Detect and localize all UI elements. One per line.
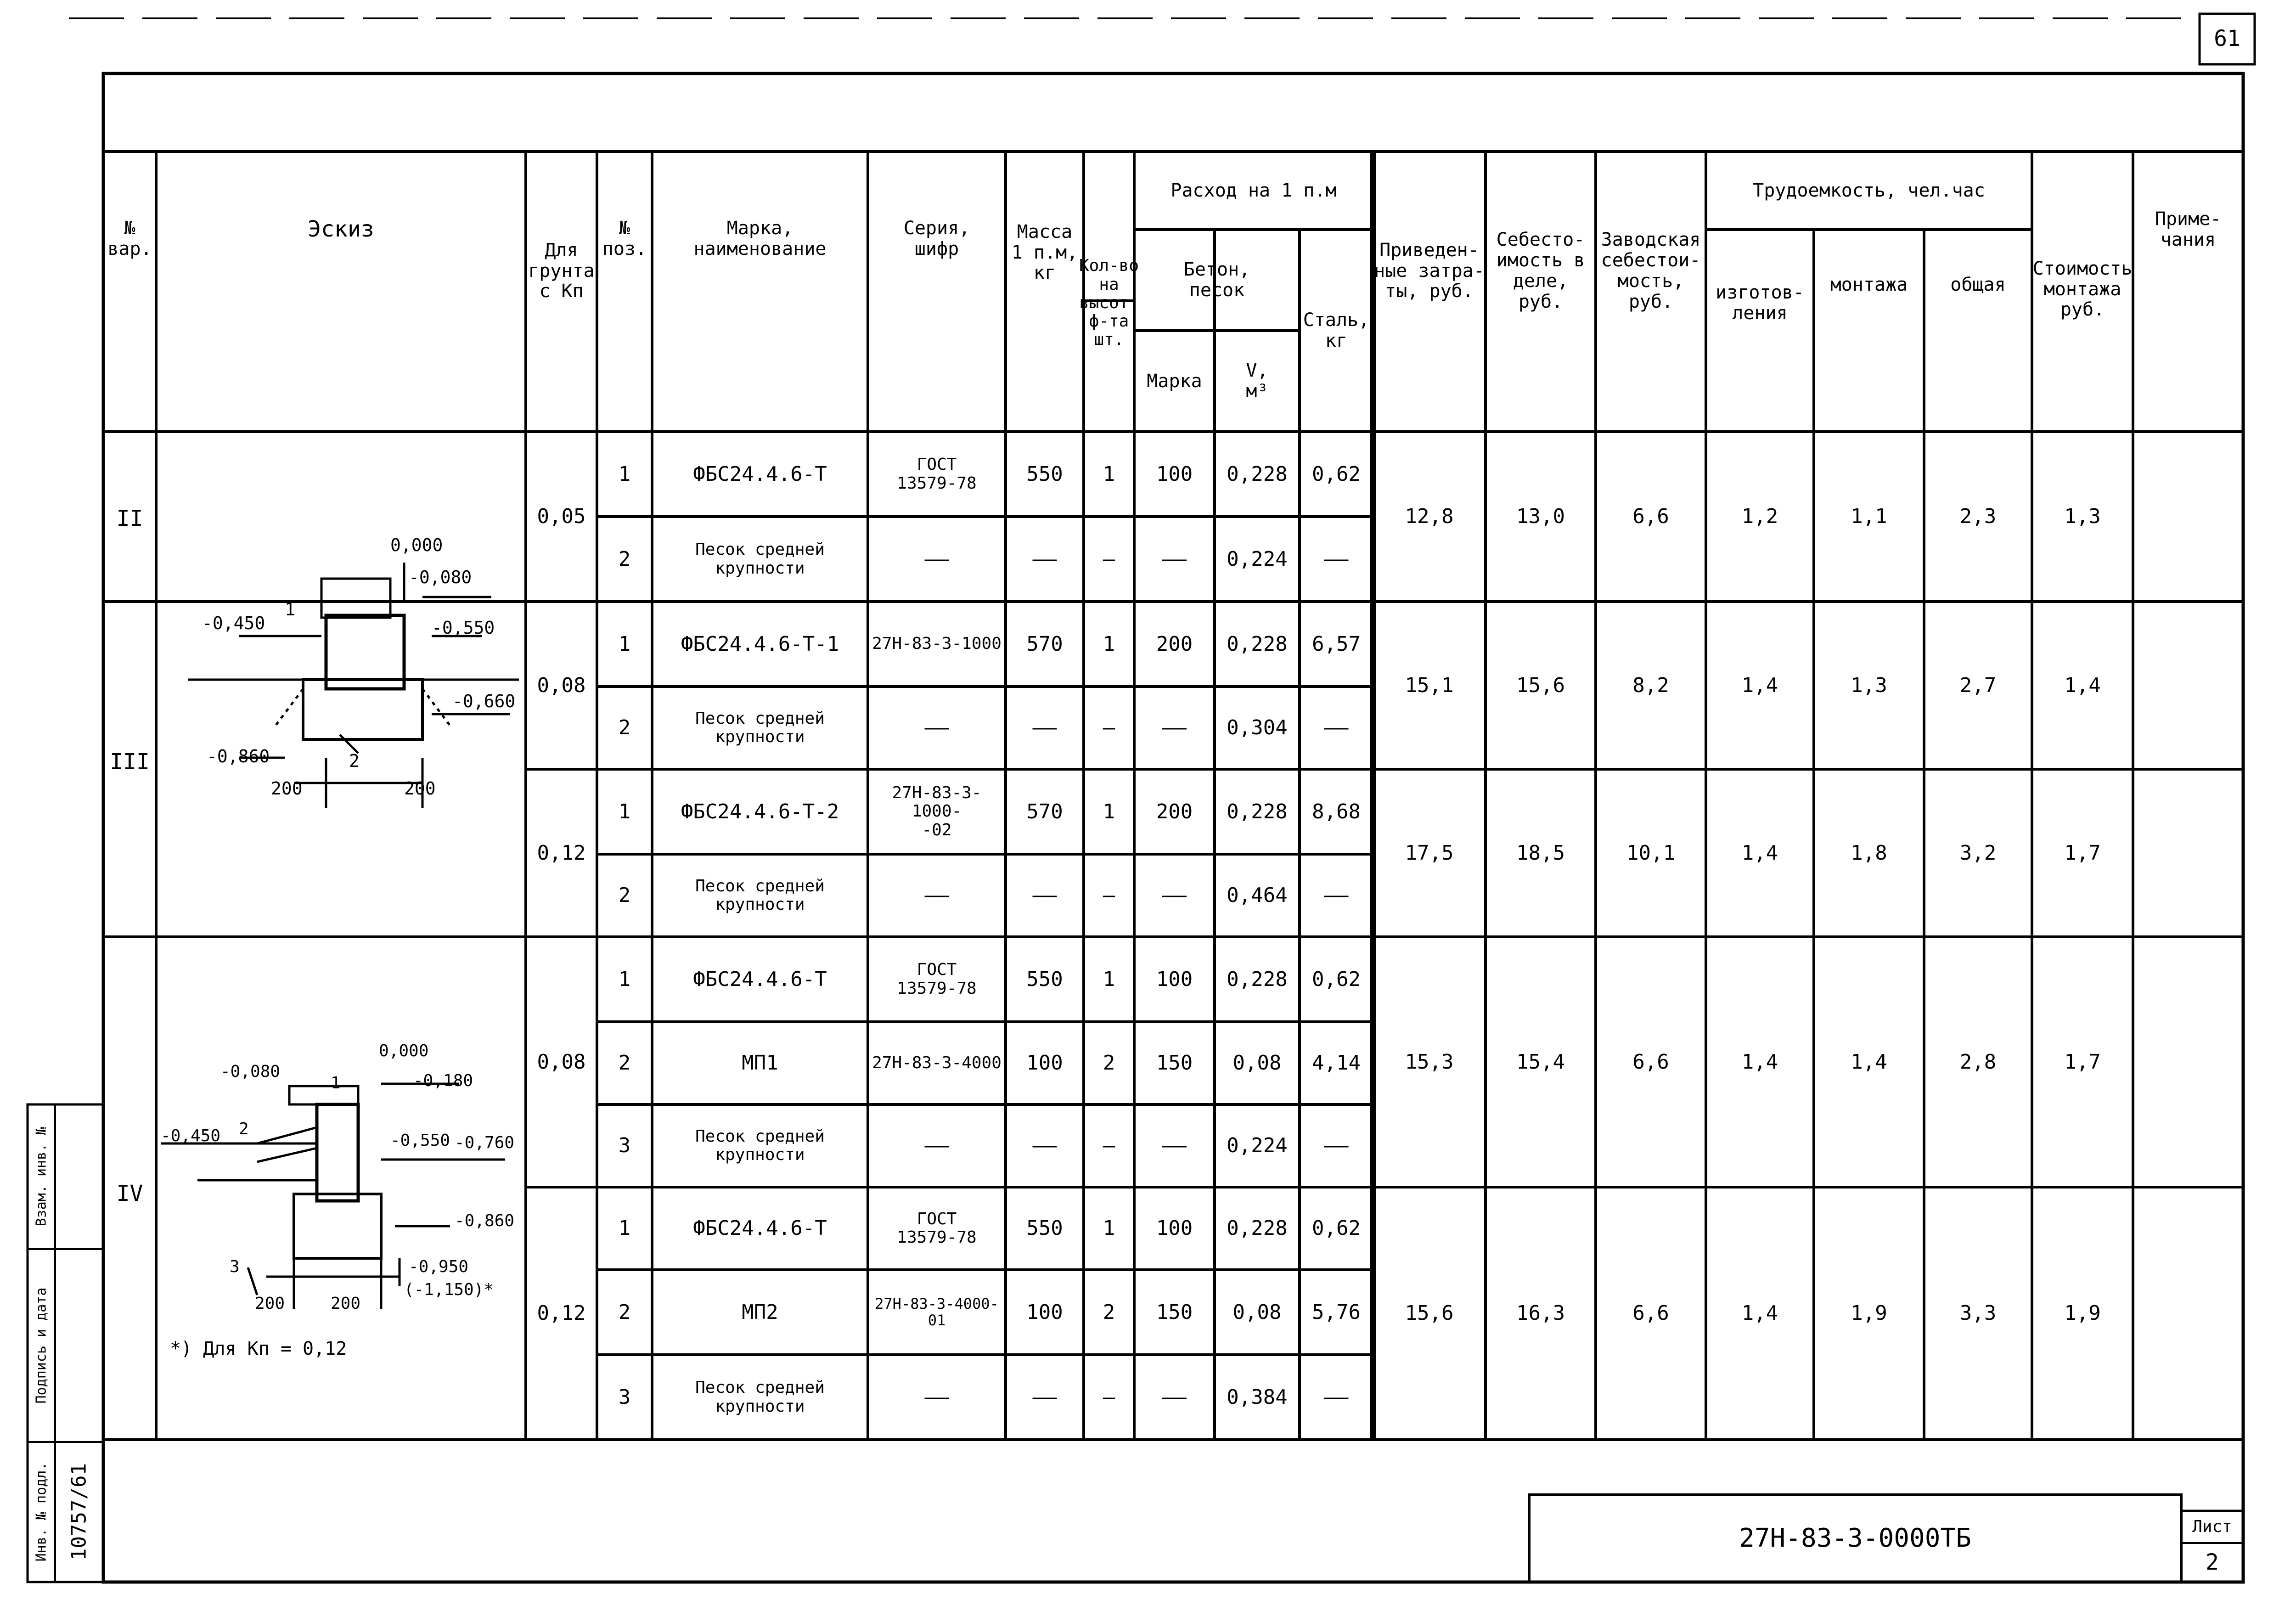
table-cell-mark: МП1 bbox=[742, 1051, 778, 1075]
table-cell-mark: Песок средней крупности bbox=[695, 1378, 825, 1416]
svg-text:-0,860: -0,860 bbox=[207, 746, 270, 766]
table-cell-grade: 200 bbox=[1156, 800, 1193, 823]
table-cell-mark: ФБС24.4.6-Т bbox=[693, 462, 827, 486]
table-cell-steel: —— bbox=[1324, 884, 1349, 907]
header-factory-cost: Заводская себестои- мость, руб. bbox=[1601, 229, 1701, 312]
summary-assembly-cost: 1,9 bbox=[2064, 1301, 2101, 1325]
stamp-inv-value: 10757/61 bbox=[67, 1463, 91, 1560]
table-cell-pos: 2 bbox=[618, 1300, 631, 1324]
summary-assembly-cost: 1,4 bbox=[2064, 673, 2101, 697]
summary-reduced: 15,1 bbox=[1405, 673, 1454, 697]
table-cell-mass: —— bbox=[1032, 884, 1057, 907]
kp-value: 0,12 bbox=[537, 1301, 586, 1325]
svg-text:2: 2 bbox=[239, 1120, 249, 1138]
table-cell-steel: 5,76 bbox=[1312, 1300, 1361, 1324]
table-cell-mass: 550 bbox=[1026, 1216, 1063, 1240]
header-labor: Трудоемкость, чел.час bbox=[1753, 180, 1985, 201]
table-cell-mark: ФБС24.4.6-Т-1 bbox=[681, 632, 839, 656]
kp-value: 0,08 bbox=[537, 673, 586, 697]
svg-text:(-1,150)*: (-1,150)* bbox=[404, 1280, 494, 1299]
table-cell-mark: ФБС24.4.6-Т bbox=[693, 1216, 827, 1240]
table-cell-volume: 0,228 bbox=[1227, 462, 1288, 486]
header-assembly-cost: Стоимость монтажа руб. bbox=[2032, 258, 2133, 321]
table-cell-pos: 1 bbox=[618, 462, 631, 486]
header-manufacture: изготов- ления bbox=[1716, 282, 1804, 324]
header-notes: Приме- чания bbox=[2155, 208, 2222, 250]
table-cell-mark: Песок средней крупности bbox=[695, 1126, 825, 1164]
variant-label: IV bbox=[116, 1181, 143, 1207]
svg-text:-0,080: -0,080 bbox=[220, 1062, 281, 1081]
table-cell-steel: —— bbox=[1324, 1134, 1349, 1158]
table-cell-grade: 150 bbox=[1156, 1300, 1193, 1324]
table-cell-series: —— bbox=[924, 547, 949, 571]
svg-text:0,000: 0,000 bbox=[390, 535, 443, 555]
table-cell-series: ГОСТ 13579-78 bbox=[897, 960, 977, 998]
table-cell-qty: 1 bbox=[1103, 462, 1115, 486]
header-reduced-costs: Приведен- ные затра- ты, руб. bbox=[1374, 239, 1485, 302]
table-cell-series: 27Н-83-3-1000- -02 bbox=[892, 783, 982, 839]
svg-text:-0,950: -0,950 bbox=[409, 1257, 469, 1276]
table-cell-volume: 0,228 bbox=[1227, 800, 1288, 823]
table-cell-mass: 570 bbox=[1026, 632, 1063, 656]
table-cell-mass: 550 bbox=[1026, 462, 1063, 486]
table-cell-series: 27Н-83-3-4000-01 bbox=[875, 1295, 999, 1329]
svg-text:-0,660: -0,660 bbox=[452, 691, 516, 711]
table-cell-qty: 2 bbox=[1103, 1300, 1115, 1324]
summary-cost: 15,4 bbox=[1516, 1050, 1565, 1074]
table-cell-mass: 100 bbox=[1026, 1051, 1063, 1075]
table-cell-grade: 150 bbox=[1156, 1051, 1193, 1075]
table-cell-qty: 1 bbox=[1103, 967, 1115, 991]
header-series: Серия, шифр bbox=[903, 218, 970, 259]
table-cell-qty: — bbox=[1103, 884, 1115, 907]
table-cell-mass: 550 bbox=[1026, 967, 1063, 991]
summary-factory: 8,2 bbox=[1632, 673, 1669, 697]
table-cell-mark: Песок средней крупности bbox=[695, 709, 825, 746]
header-concrete-sand: Бетон, песок bbox=[1183, 259, 1250, 301]
summary-cost: 13,0 bbox=[1516, 505, 1565, 529]
stamp-sign-label: Подпись и дата bbox=[33, 1287, 50, 1404]
table-cell-steel: —— bbox=[1324, 547, 1349, 571]
table-cell-series: 27Н-83-3-1000 bbox=[872, 634, 1002, 653]
table-cell-pos: 2 bbox=[618, 547, 631, 571]
stamp-inv-value-cell bbox=[55, 1442, 103, 1582]
table-cell-steel: 4,14 bbox=[1312, 1051, 1361, 1075]
table-cell-series: —— bbox=[924, 716, 949, 740]
table-cell-series: —— bbox=[924, 1385, 949, 1409]
table-cell-steel: —— bbox=[1324, 1385, 1349, 1409]
svg-text:-0,450: -0,450 bbox=[202, 613, 265, 633]
header-pos: № поз. bbox=[602, 218, 647, 259]
table-cell-grade: —— bbox=[1162, 547, 1187, 571]
kp-value: 0,12 bbox=[537, 841, 586, 865]
svg-text:0,000: 0,000 bbox=[379, 1042, 429, 1060]
summary-reduced: 15,6 bbox=[1405, 1301, 1454, 1325]
table-cell-mark: ФБС24.4.6-Т bbox=[693, 967, 827, 991]
svg-text:*) Для Кп = 0,12: *) Для Кп = 0,12 bbox=[170, 1338, 347, 1359]
table-cell-qty: — bbox=[1103, 547, 1115, 571]
table-cell-volume: 0,228 bbox=[1227, 1216, 1288, 1240]
svg-text:-0,550: -0,550 bbox=[390, 1131, 450, 1150]
stamp-replace-label: Взам. инв. № bbox=[33, 1126, 50, 1227]
table-cell-volume: 0,384 bbox=[1227, 1385, 1288, 1409]
table-cell-pos: 3 bbox=[618, 1134, 631, 1158]
table-cell-pos: 1 bbox=[618, 800, 631, 823]
summary-assembly: 1,1 bbox=[1851, 505, 1887, 529]
header-sketch: Эскиз bbox=[308, 216, 374, 242]
summary-manufacture: 1,4 bbox=[1741, 841, 1778, 865]
header-mass: Масса 1 п.м, кг bbox=[1011, 221, 1078, 284]
table-cell-series: —— bbox=[924, 1134, 949, 1158]
table-cell-pos: 2 bbox=[618, 1051, 631, 1075]
table-cell-mark: ФБС24.4.6-Т-2 bbox=[681, 800, 839, 823]
header-mark: Марка, наименование bbox=[693, 218, 827, 259]
header-volume: V, м³ bbox=[1246, 360, 1268, 402]
table-cell-steel: 6,57 bbox=[1312, 632, 1361, 656]
svg-text:-0,550: -0,550 bbox=[432, 618, 495, 638]
kp-value: 0,08 bbox=[537, 1050, 586, 1074]
header-total: общая bbox=[1950, 274, 2006, 295]
table-cell-qty: 2 bbox=[1103, 1051, 1115, 1075]
table-cell-grade: 100 bbox=[1156, 462, 1193, 486]
svg-text:-0,760: -0,760 bbox=[455, 1133, 515, 1152]
table-cell-pos: 2 bbox=[618, 716, 631, 740]
table-cell-steel: —— bbox=[1324, 716, 1349, 740]
summary-manufacture: 1,4 bbox=[1741, 673, 1778, 697]
summary-cost: 15,6 bbox=[1516, 673, 1565, 697]
table-cell-qty: — bbox=[1103, 1385, 1115, 1409]
table-cell-mark: Песок средней крупности bbox=[695, 876, 825, 914]
svg-text:-0,860: -0,860 bbox=[455, 1211, 515, 1230]
summary-total: 2,7 bbox=[1959, 673, 1997, 697]
summary-manufacture: 1,4 bbox=[1741, 1301, 1778, 1325]
table-cell-steel: 8,68 bbox=[1312, 800, 1361, 823]
summary-total: 2,8 bbox=[1959, 1050, 1997, 1074]
svg-text:-0,180: -0,180 bbox=[413, 1071, 473, 1090]
table-cell-grade: —— bbox=[1162, 884, 1187, 907]
table-cell-qty: — bbox=[1103, 1134, 1115, 1158]
table-cell-pos: 1 bbox=[618, 632, 631, 656]
summary-manufacture: 1,4 bbox=[1741, 1050, 1778, 1074]
svg-text:200: 200 bbox=[255, 1294, 285, 1313]
summary-total: 3,2 bbox=[1959, 841, 1997, 865]
summary-total: 2,3 bbox=[1959, 505, 1997, 529]
table-cell-grade: 200 bbox=[1156, 632, 1193, 656]
table-cell-steel: 0,62 bbox=[1312, 967, 1361, 991]
table-cell-volume: 0,08 bbox=[1232, 1051, 1282, 1075]
summary-factory: 6,6 bbox=[1632, 1301, 1669, 1325]
table-cell-volume: 0,228 bbox=[1227, 967, 1288, 991]
summary-assembly: 1,8 bbox=[1851, 841, 1887, 865]
table-cell-pos: 2 bbox=[618, 884, 631, 907]
table-cell-grade: 100 bbox=[1156, 1216, 1193, 1240]
summary-reduced: 12,8 bbox=[1405, 505, 1454, 529]
summary-factory: 10,1 bbox=[1626, 841, 1675, 865]
table-cell-pos: 1 bbox=[618, 967, 631, 991]
summary-assembly: 1,3 bbox=[1851, 673, 1887, 697]
summary-assembly-cost: 1,3 bbox=[2064, 505, 2101, 529]
summary-assembly-cost: 1,7 bbox=[2064, 841, 2101, 865]
summary-cost: 16,3 bbox=[1516, 1301, 1565, 1325]
svg-text:200: 200 bbox=[331, 1294, 361, 1313]
table-cell-grade: —— bbox=[1162, 1134, 1187, 1158]
header-var: № вар. bbox=[107, 218, 152, 259]
table-cell-series: —— bbox=[924, 884, 949, 907]
svg-text:2: 2 bbox=[349, 751, 360, 771]
table-cell-mass: —— bbox=[1032, 1134, 1057, 1158]
stamp-inv-label-cell bbox=[28, 1442, 55, 1582]
summary-cost: 18,5 bbox=[1516, 841, 1565, 865]
table-cell-volume: 0,224 bbox=[1227, 1134, 1288, 1158]
summary-assembly-cost: 1,7 bbox=[2064, 1050, 2101, 1074]
table-cell-grade: —— bbox=[1162, 716, 1187, 740]
summary-assembly: 1,4 bbox=[1851, 1050, 1887, 1074]
stamp-sign-cell bbox=[28, 1249, 55, 1442]
table-cell-volume: 0,228 bbox=[1227, 632, 1288, 656]
sheet-number: 61 bbox=[2214, 26, 2240, 52]
header-grade: Марка bbox=[1147, 370, 1202, 392]
header-cost-in-place: Себесто- имость в деле, руб. bbox=[1496, 229, 1585, 312]
table-cell-mass: 570 bbox=[1026, 800, 1063, 823]
header-steel: Сталь, кг bbox=[1303, 310, 1370, 351]
sketch-foundation-1-labels bbox=[202, 535, 515, 799]
svg-text:1: 1 bbox=[331, 1074, 341, 1093]
header-consumption: Расход на 1 п.м bbox=[1171, 180, 1337, 201]
svg-text:-0,080: -0,080 bbox=[409, 567, 472, 587]
summary-manufacture: 1,2 bbox=[1741, 505, 1778, 529]
sheet-label: Лист bbox=[2192, 1517, 2232, 1536]
svg-text:200: 200 bbox=[404, 778, 436, 799]
document-code: 27Н-83-3-0000ТБ bbox=[1739, 1523, 1971, 1553]
sheet-page-number: 2 bbox=[2206, 1549, 2219, 1575]
header-assembly: монтажа bbox=[1830, 274, 1908, 295]
kp-value: 0,05 bbox=[537, 505, 586, 529]
sketch-foundation-1 bbox=[188, 563, 519, 808]
table-cell-series: ГОСТ 13579-78 bbox=[897, 1209, 977, 1247]
table-cell-volume: 0,464 bbox=[1227, 884, 1288, 907]
table-cell-series: ГОСТ 13579-78 bbox=[897, 455, 977, 493]
table-cell-mass: —— bbox=[1032, 716, 1057, 740]
table-cell-volume: 0,224 bbox=[1227, 547, 1288, 571]
table-cell-mass: 100 bbox=[1026, 1300, 1063, 1324]
table-cell-qty: — bbox=[1103, 716, 1115, 740]
svg-text:-0,450: -0,450 bbox=[161, 1126, 221, 1145]
table-cell-qty: 1 bbox=[1103, 632, 1115, 656]
summary-reduced: 17,5 bbox=[1405, 841, 1454, 865]
table-cell-mass: —— bbox=[1032, 547, 1057, 571]
table-cell-volume: 0,08 bbox=[1232, 1300, 1282, 1324]
table-cell-mark: МП2 bbox=[742, 1300, 778, 1324]
stamp-replace-cell bbox=[28, 1104, 55, 1249]
table-cell-grade: 100 bbox=[1156, 967, 1193, 991]
svg-text:1: 1 bbox=[285, 599, 295, 619]
table-cell-steel: 0,62 bbox=[1312, 462, 1361, 486]
variant-label: III bbox=[110, 749, 150, 775]
table-cell-pos: 3 bbox=[618, 1385, 631, 1409]
table-cell-series: 27Н-83-3-4000 bbox=[872, 1053, 1002, 1072]
summary-assembly: 1,9 bbox=[1851, 1301, 1887, 1325]
table-cell-mass: —— bbox=[1032, 1385, 1057, 1409]
table-cell-mark: Песок средней крупности bbox=[695, 540, 825, 578]
table-cell-volume: 0,304 bbox=[1227, 716, 1288, 740]
table-cell-qty: 1 bbox=[1103, 800, 1115, 823]
summary-total: 3,3 bbox=[1959, 1301, 1997, 1325]
header-qty: Кол-во на высот. ф-та шт. bbox=[1079, 256, 1139, 349]
table-cell-grade: —— bbox=[1162, 1385, 1187, 1409]
variant-label: II bbox=[116, 506, 143, 532]
table-cell-steel: 0,62 bbox=[1312, 1216, 1361, 1240]
table-cell-pos: 1 bbox=[618, 1216, 631, 1240]
header-soil-kp: Для грунта с Кп bbox=[528, 239, 595, 302]
summary-reduced: 15,3 bbox=[1405, 1050, 1454, 1074]
summary-factory: 6,6 bbox=[1632, 505, 1669, 529]
svg-text:200: 200 bbox=[271, 778, 303, 799]
table-cell-qty: 1 bbox=[1103, 1216, 1115, 1240]
summary-factory: 6,6 bbox=[1632, 1050, 1669, 1074]
stamp-inv-label: Инв. № подл. bbox=[33, 1462, 50, 1562]
svg-text:3: 3 bbox=[230, 1257, 240, 1276]
